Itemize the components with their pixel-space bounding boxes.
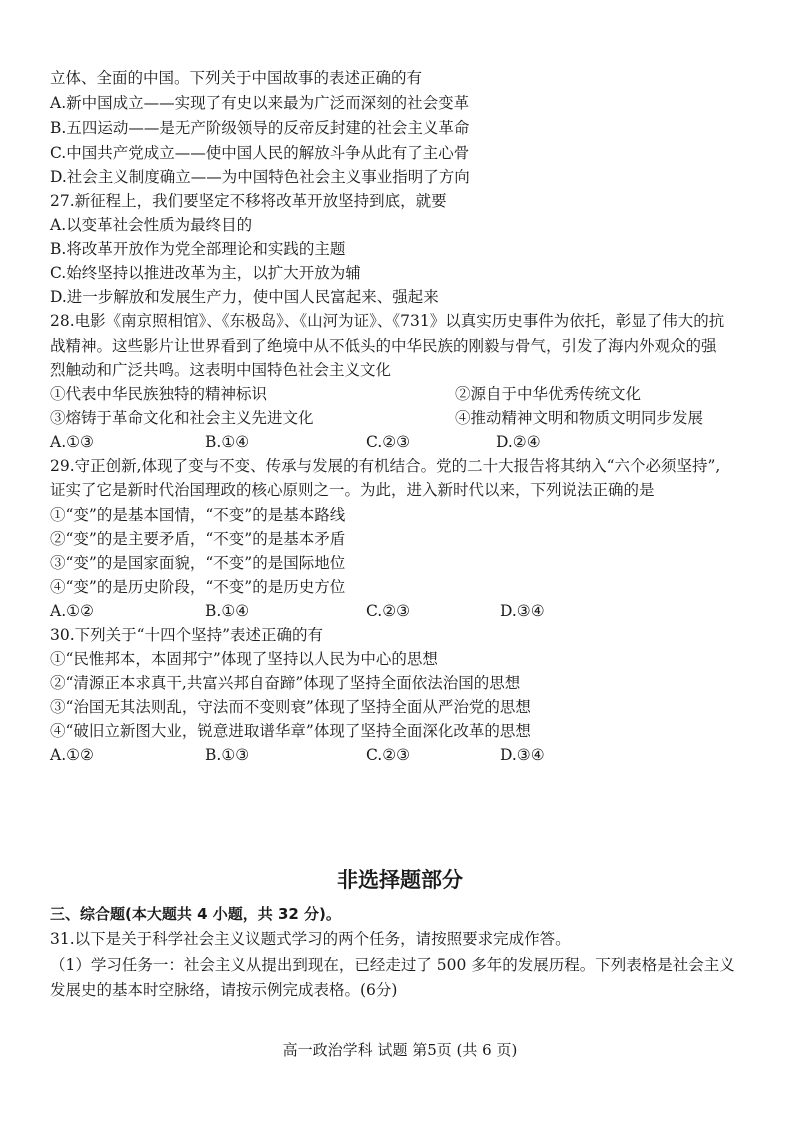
q29-choice-d: D.③④ [500,602,545,620]
q28-stem-line: 烈触动和广泛共鸣。这表明中国特色社会主义文化 [50,361,392,379]
q28-item-2: ②源自于中华优秀传统文化 [455,385,642,403]
q30-choice-d: D.③④ [500,746,545,764]
q28-choice-c: C.②③ [366,433,411,451]
q29-stem-line: 29.守正创新,体现了变与不变、传承与发展的有机结合。党的二十大报告将其纳入“六个必须坚持”, [50,457,721,475]
q31-task1-line: （1）学习任务一：社会主义从提出到现在，已经走过了 500 多年的发展历程。下列表格是社会主义 [50,956,735,974]
q28-item-4: ④推动精神文明和物质文明同步发展 [455,409,704,427]
q29-item-2: ②“变”的是主要矛盾，“不变”的是基本矛盾 [50,530,346,548]
q29-item-4: ④“变”的是历史阶段，“不变”的是历史方位 [50,578,346,596]
q26-stem-tail: 立体、全面的中国。下列关于中国故事的表述正确的有 [50,69,423,87]
q28-choice-a: A.①③ [50,433,94,451]
q31-task1-line: 发展史的基本时空脉络，请按示例完成表格。(6分) [50,981,398,999]
q30-choice-c: C.②③ [366,746,411,764]
q27-option-b: B.将改革开放作为党全部理论和实践的主题 [50,240,346,258]
q30-item-3: ③“治国无其法则乱，守法而不变则衰”体现了坚持全面从严治党的思想 [50,698,531,716]
q30-choice-b: B.①③ [205,746,250,764]
q29-stem-line: 证实了它是新时代治国理政的核心原则之一。为此，进入新时代以来，下列说法正确的是 [50,481,655,499]
part3-heading: 三、综合题(本大题共 4 小题，共 32 分)。 [50,905,341,923]
q31-stem: 31.以下是关于科学社会主义议题式学习的两个任务，请按照要求完成作答。 [50,930,571,948]
q30-item-2: ②“清源正本求真干,共富兴邦自奋蹄”体现了坚持全面依法治国的思想 [50,674,521,692]
q28-choice-b: B.①④ [205,433,250,451]
q28-item-1: ①代表中华民族独特的精神标识 [50,385,268,403]
q29-item-3: ③“变”的是国家面貌，“不变”的是国际地位 [50,554,346,572]
q27-stem: 27.新征程上，我们要坚定不移将改革开放坚持到底，就要 [50,192,447,210]
q29-choice-a: A.①② [50,602,94,620]
q26-option-a: A.新中国成立——实现了有史以来最为广泛而深刻的社会变革 [50,94,470,112]
q28-item-3: ③熔铸于革命文化和社会主义先进文化 [50,409,314,427]
q29-choice-c: C.②③ [366,602,411,620]
page-footer: 高一政治学科 试题 第5页 (共 6 页) [282,1041,518,1059]
q28-choice-d: D.②④ [496,433,541,451]
q27-option-a: A.以变革社会性质为最终目的 [50,216,253,234]
q29-item-1: ①“变”的是基本国情，“不变”的是基本路线 [50,506,346,524]
q30-item-4: ④“破旧立新图大业，锐意进取谱华章”体现了坚持全面深化改革的思想 [50,722,531,740]
q28-stem-line: 战精神。这些影片让世界看到了绝境中从不低头的中华民族的刚毅与骨气，引发了海内外观众的强 [50,337,717,355]
q26-option-d: D.社会主义制度确立——为中国特色社会主义事业指明了方向 [50,168,470,186]
q26-option-c: C.中国共产党成立——使中国人民的解放斗争从此有了主心骨 [50,144,470,162]
q29-choice-b: B.①④ [205,602,250,620]
q28-stem-line: 28.电影《南京照相馆》、《东极岛》、《山河为证》、《731》以真实历史事件为依托，彰显了伟大的抗 [50,312,725,330]
q27-option-d: D.进一步解放和发展生产力，使中国人民富起来、强起来 [50,288,439,306]
q26-option-b: B.五四运动——是无产阶级领导的反帝反封建的社会主义革命 [50,119,470,137]
section-title: 非选择题部分 [337,868,463,892]
q30-stem: 30.下列关于“十四个坚持”表述正确的有 [50,626,323,644]
q30-item-1: ①“民惟邦本，本固邦宁”体现了坚持以人民为中心的思想 [50,650,438,668]
q27-option-c: C.始终坚持以推进改革为主，以扩大开放为辅 [50,264,361,282]
q30-choice-a: A.①② [50,746,94,764]
